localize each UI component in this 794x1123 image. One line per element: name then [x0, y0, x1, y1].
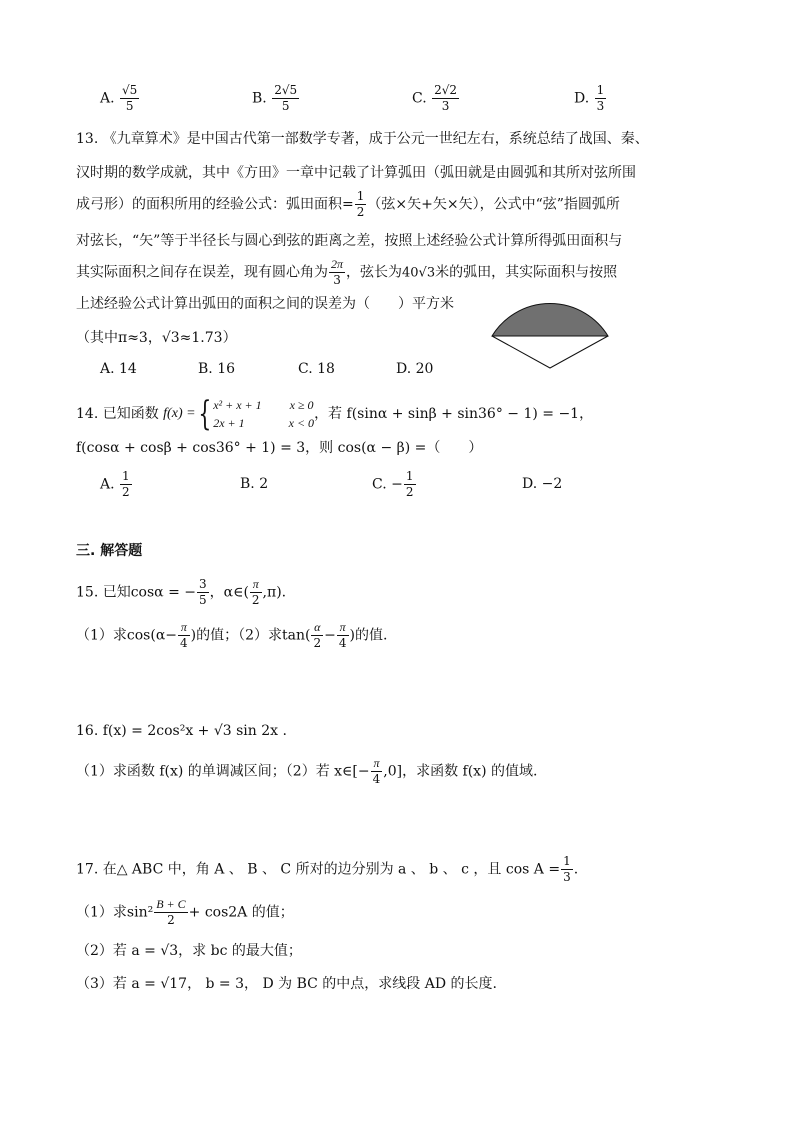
q13-option-b: B. 16	[198, 361, 236, 377]
frac-den: 4	[372, 772, 381, 786]
q13-line7: （其中π≈3，√3≈1.73）	[76, 330, 237, 346]
piecewise-brace: {	[197, 394, 211, 434]
q14-option-b: B. 2	[240, 476, 269, 492]
frac-den: 3	[441, 99, 450, 113]
case2-cond: x < 0	[288, 416, 315, 430]
frac-den: 3	[563, 870, 571, 884]
q15-line1	[76, 578, 286, 607]
q12-option-d	[574, 84, 607, 113]
frac-den: 5	[198, 593, 207, 607]
arc-field-figure	[488, 292, 612, 372]
text: （1）求sin²	[76, 904, 154, 921]
frac-num: 2√5	[274, 83, 298, 97]
triangle-sides	[492, 336, 608, 368]
frac-den: 2	[122, 485, 130, 499]
text: −	[324, 627, 336, 644]
text: 成弓形）的面积所用的经验公式：弧田面积=	[76, 196, 354, 213]
option-label: D.	[574, 90, 590, 107]
q13-line6: 上述经验公式计算出弧田的面积之间的误差为（ ）平方米	[76, 296, 454, 312]
q14-option-d: D. −2	[522, 476, 563, 492]
frac-den: 2	[313, 636, 322, 650]
case2-expr: 2x + 1	[213, 416, 245, 430]
chord-length: 40√3	[402, 265, 436, 281]
option-label: C.	[372, 476, 387, 493]
frac-num: 1	[405, 469, 414, 483]
text: ,π).	[262, 584, 287, 601]
text: （1）求cos(α−	[76, 627, 178, 644]
q14-line2: f(cosα + cosβ + cos36° + 1) = 3，则 cos(α − β) =（ ）	[76, 440, 483, 456]
q13-line1: 13. 《九章算术》是中国古代第一部数学专著，成于公元一世纪左右，系统总结了战国、秦、	[76, 131, 649, 147]
q13-line3	[76, 190, 620, 219]
q16-line1: 16. f(x) = 2cos²x + √3 sin 2x .	[76, 723, 287, 739]
sign: −	[391, 476, 403, 493]
frac-den: 3	[333, 273, 341, 287]
q14-line1	[76, 396, 593, 432]
q16-line2	[76, 757, 537, 786]
text: )的值；（2）求tan(	[190, 627, 311, 644]
frac-num: 3	[198, 577, 207, 591]
frac-num: π	[337, 621, 349, 636]
option-label: A.	[100, 476, 115, 493]
case1-cond: x ≥ 0	[289, 398, 314, 412]
case1-expr: x² + x + 1	[213, 398, 262, 412]
frac-den: 5	[125, 99, 134, 113]
frac-num: π	[178, 621, 190, 636]
q13-line5	[76, 258, 617, 287]
text: )的值.	[349, 627, 388, 644]
frac-den: 5	[281, 99, 290, 113]
q13-option-c: C. 18	[298, 361, 335, 377]
q17-line3: （2）若 a = √3，求 bc 的最大值；	[76, 943, 302, 959]
frac-den: 3	[596, 99, 605, 113]
q13-line2: 汉时期的数学成就，其中《方田》一章中记载了计算弧田（弧田就是由圆弧和其所对弦所围	[76, 165, 636, 181]
frac-num: π	[371, 757, 383, 772]
text: ,0]，求函数 f(x) 的值域.	[383, 763, 538, 780]
frac-num: π	[250, 578, 262, 593]
frac-num: 1	[563, 854, 571, 868]
frac-den: 2	[356, 205, 365, 219]
circular-segment	[492, 303, 608, 336]
frac-den: 2	[251, 593, 260, 607]
q15-line2	[76, 621, 387, 650]
option-label: C.	[412, 90, 427, 107]
frac-num: 2√2	[434, 83, 458, 97]
frac-den: 2	[167, 913, 175, 927]
q12-option-b	[252, 84, 300, 113]
text: .	[573, 861, 579, 878]
option-label: B.	[252, 90, 267, 107]
text: ，α∈(	[209, 584, 249, 601]
q14-option-a	[100, 470, 133, 499]
frac-num: 2π	[331, 257, 344, 271]
frac-num: α	[311, 621, 323, 636]
text: （弦×矢+矢×矢），公式中“弦”指圆弧所	[367, 196, 620, 213]
q17-line1	[76, 855, 578, 884]
section-title: 三. 解答题	[76, 543, 143, 559]
q12-option-c	[412, 84, 460, 113]
q14-option-c	[372, 470, 417, 499]
frac-num: B + C	[156, 897, 186, 911]
frac-num: √5	[122, 83, 138, 97]
frac-den: 4	[180, 636, 188, 650]
frac-num: 1	[596, 83, 605, 97]
text: ，弦长为	[346, 264, 403, 281]
frac-num: 1	[122, 469, 130, 483]
text: （1）求函数 f(x) 的单调减区间；（2）若 x∈[−	[76, 763, 370, 780]
frac-den: 4	[338, 636, 347, 650]
piecewise-cases	[213, 396, 314, 432]
text: 其实际面积之间存在误差，现有圆心角为	[76, 264, 328, 281]
q13-option-a: A. 14	[100, 361, 137, 377]
q12-option-a	[100, 84, 140, 113]
text: + cos2A 的值；	[188, 904, 294, 921]
frac-den: 2	[405, 485, 414, 499]
text: 14. 已知函数	[76, 406, 159, 422]
option-label: A.	[100, 90, 115, 107]
frac-num: 1	[356, 189, 365, 203]
q17-line4: （3）若 a = √17， b = 3， D 为 BC 的中点，求线段 AD 的长度.	[76, 976, 497, 992]
text: 米的弧田，其实际面积与按照	[435, 264, 618, 281]
text: 17. 在△ ABC 中，角 A 、 B 、 C 所对的边分别为 a 、 b 、 c ，且 cos A =	[76, 861, 561, 878]
q13-line4: 对弦长，“矢”等于半径长与圆心到弦的距离之差，按照上述经验公式计算所得弧田面积与	[76, 233, 623, 249]
q13-option-d: D. 20	[396, 361, 434, 377]
text: 15. 已知cosα = −	[76, 584, 196, 601]
q17-line2	[76, 898, 294, 927]
condition-1: ，若 f(sinα + sinβ + sin36° − 1) = −1，	[314, 406, 594, 422]
function-name: f(x) =	[163, 406, 196, 421]
